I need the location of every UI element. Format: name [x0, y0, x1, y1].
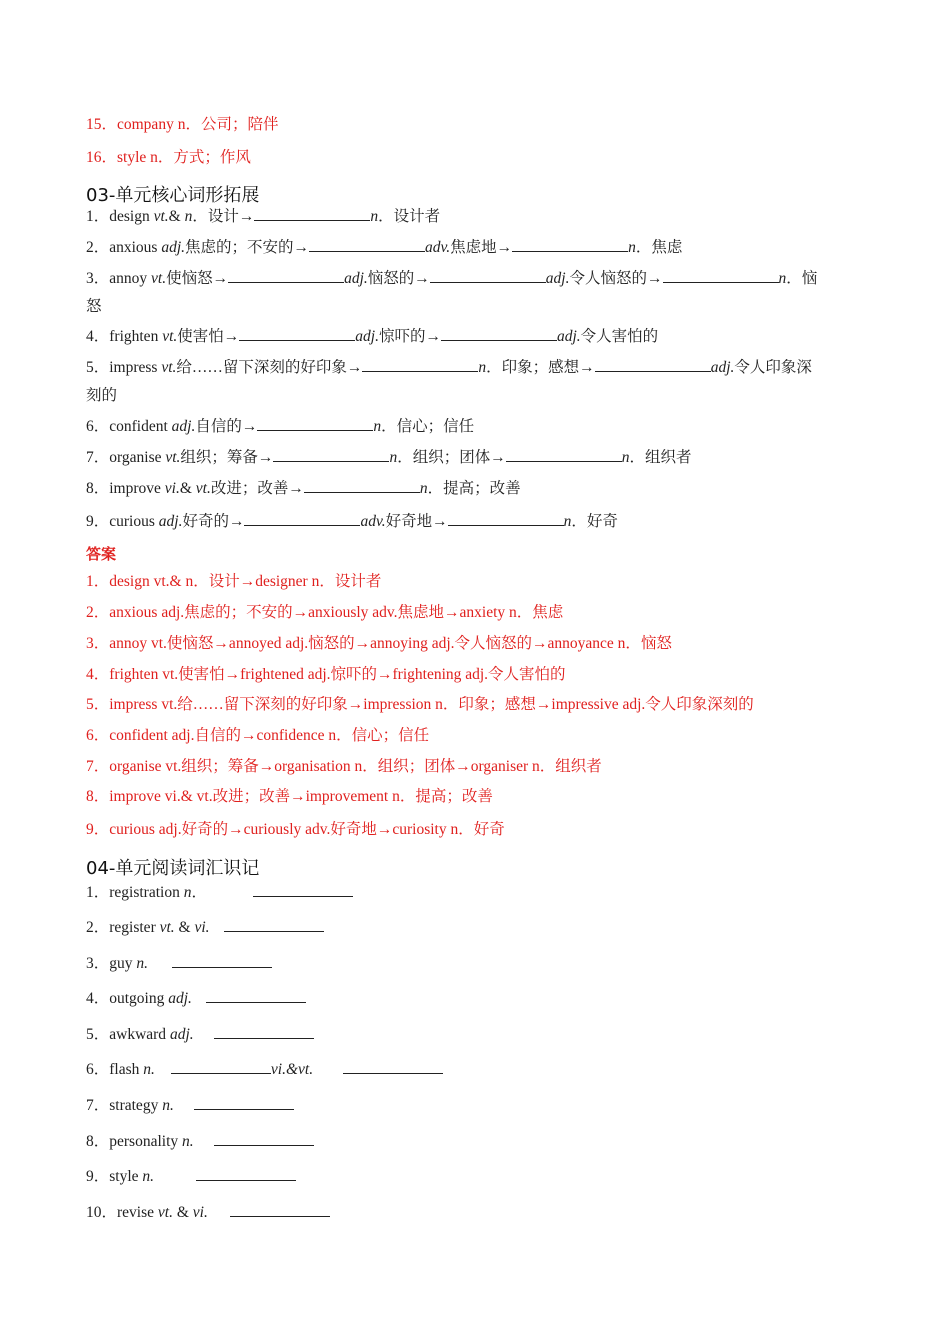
- answers-label: 答案: [86, 545, 117, 563]
- vocab-row-3: 3．guy n.: [86, 953, 272, 974]
- answer-blank[interactable]: [273, 447, 389, 462]
- question-7: 7．organise vt.组织；筹备→ n．组织；团体→ n．组织者: [86, 449, 692, 466]
- answer-blank[interactable]: [214, 1024, 314, 1039]
- section-title-03: 03-单元核心词形拓展: [86, 185, 260, 206]
- answer-blank[interactable]: [430, 268, 546, 283]
- answer-2: 2．anxious adj.焦虑的；不安的→anxiously adv.焦虑地→anxiety n．焦虑: [86, 604, 564, 621]
- vocab-row-1: 1．registration n．: [86, 882, 353, 903]
- answer-blank[interactable]: [244, 511, 360, 526]
- question-2: 2．anxious adj.焦虑的；不安的→ adv.焦虑地→ n．焦虑: [86, 239, 683, 256]
- answer-9: 9．curious adj.好奇的→curiously adv.好奇地→curiosity n．好奇: [86, 821, 505, 838]
- answer-blank[interactable]: [309, 237, 425, 252]
- vocab-row-7: 7．strategy n.: [86, 1095, 294, 1116]
- answer-blank[interactable]: [343, 1059, 443, 1074]
- answer-blank[interactable]: [257, 416, 373, 431]
- answer-blank[interactable]: [172, 953, 272, 968]
- answer-blank[interactable]: [441, 326, 557, 341]
- answer-blank[interactable]: [506, 447, 622, 462]
- section-title-04: 04-单元阅读词汇识记: [86, 858, 260, 879]
- answer-blank[interactable]: [254, 206, 370, 221]
- vocab-row-10: 10．revise vt. & vi.: [86, 1202, 330, 1223]
- vocab-item-15: 15．company n．公司；陪伴: [86, 116, 279, 133]
- vocab-row-4: 4．outgoing adj.: [86, 988, 306, 1009]
- question-6: 6．confident adj.自信的→ n．信心；信任: [86, 418, 475, 435]
- vocab-row-5: 5．awkward adj.: [86, 1024, 314, 1045]
- question-9: 9．curious adj.好奇的→ adv.好奇地→ n．好奇: [86, 513, 618, 530]
- answer-8: 8．improve vi.& vt.改进；改善→improvement n．提高；改善: [86, 788, 493, 805]
- question-1: 1．design vt.& n．设计→ n．设计者: [86, 208, 441, 225]
- question-5: 5．impress vt.给……留下深刻的好印象→ n．印象；感想→ adj.令人印象深: [86, 359, 812, 376]
- answer-blank[interactable]: [214, 1131, 314, 1146]
- answer-7: 7．organise vt.组织；筹备→organisation n．组织；团体→organiser n．组织者: [86, 758, 602, 775]
- answer-blank[interactable]: [171, 1059, 271, 1074]
- question-3-wrap: 怒: [86, 298, 102, 315]
- question-5-wrap: 刻的: [86, 387, 118, 404]
- answer-blank[interactable]: [663, 268, 779, 283]
- answer-blank[interactable]: [595, 357, 711, 372]
- vocab-row-2: 2．register vt. & vi.: [86, 917, 324, 938]
- vocab-row-9: 9．style n.: [86, 1166, 296, 1187]
- answer-5: 5．impress vt.给……留下深刻的好印象→impression n．印象；感想→impressive adj.令人印象深刻的: [86, 696, 754, 713]
- answer-blank[interactable]: [239, 326, 355, 341]
- answer-blank[interactable]: [512, 237, 628, 252]
- answer-blank[interactable]: [206, 988, 306, 1003]
- answer-blank[interactable]: [228, 268, 344, 283]
- answer-blank[interactable]: [230, 1202, 330, 1217]
- answer-3: 3．annoy vt.使恼怒→annoyed adj.恼怒的→annoying adj.令人恼怒的→annoyance n．恼怒: [86, 635, 672, 652]
- answer-blank[interactable]: [194, 1095, 294, 1110]
- answer-blank[interactable]: [196, 1166, 296, 1181]
- vocab-item-16: 16．style n．方式；作风: [86, 149, 251, 166]
- answer-blank[interactable]: [253, 882, 353, 897]
- answer-blank[interactable]: [448, 511, 564, 526]
- answer-blank[interactable]: [304, 478, 420, 493]
- answer-6: 6．confident adj.自信的→confidence n．信心；信任: [86, 727, 430, 744]
- question-3: 3．annoy vt.使恼怒→ adj.恼怒的→ adj.令人恼怒的→ n．恼: [86, 270, 818, 287]
- question-4: 4．frighten vt.使害怕→ adj.惊吓的→ adj.令人害怕的: [86, 328, 659, 345]
- vocab-row-8: 8．personality n.: [86, 1131, 314, 1152]
- answer-1: 1．design vt.& n．设计→designer n．设计者: [86, 573, 382, 590]
- answer-blank[interactable]: [224, 917, 324, 932]
- vocab-row-6: 6．flash n. vi.&vt.: [86, 1059, 443, 1080]
- answer-4: 4．frighten vt.使害怕→frightened adj.惊吓的→frightening adj.令人害怕的: [86, 666, 566, 683]
- answer-blank[interactable]: [362, 357, 478, 372]
- question-8: 8．improve vi.& vt.改进；改善→ n．提高；改善: [86, 480, 521, 497]
